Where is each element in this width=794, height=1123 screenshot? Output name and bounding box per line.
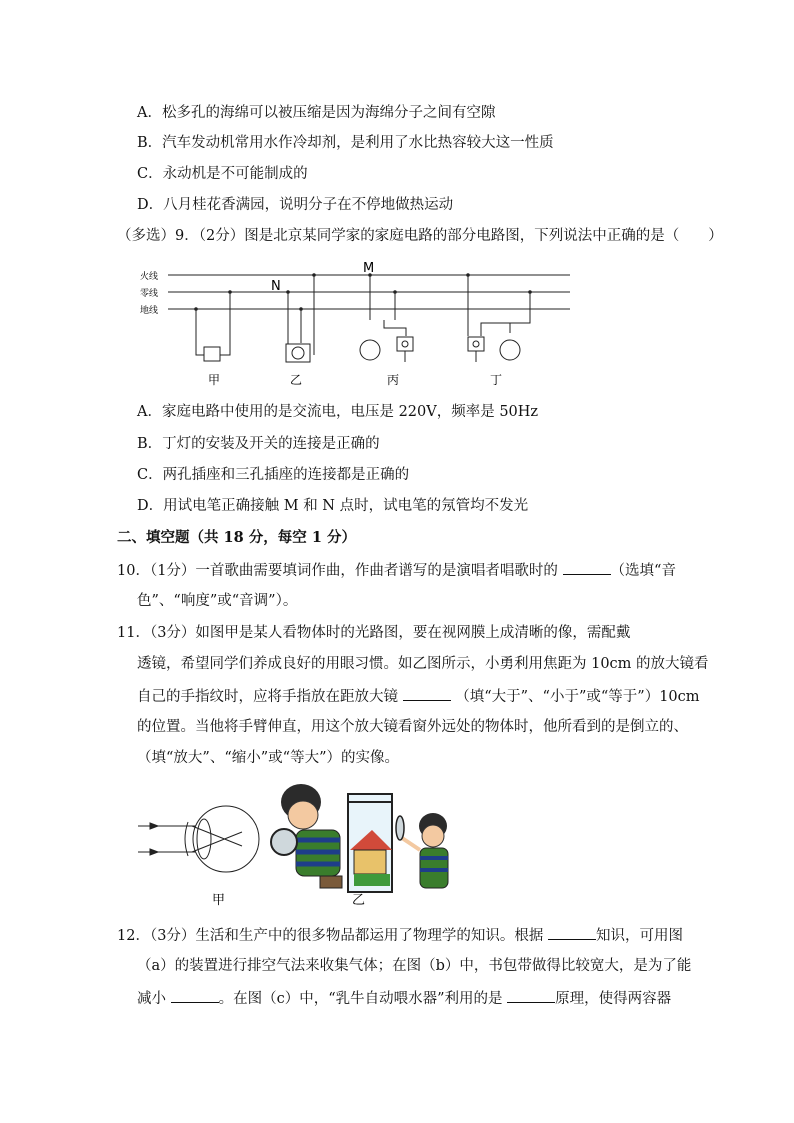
q10-line2: 色”、“响度”或“音调”）。	[137, 593, 298, 609]
q11-line4: 的位置。当他将手臂伸直，用这个放大镜看窗外远处的物体时，他所看到的是倒立的、	[137, 719, 688, 735]
window-scene-illustration	[348, 794, 448, 892]
answer-blank	[548, 925, 596, 940]
lamp-icon	[500, 340, 520, 360]
optics-figure	[136, 780, 466, 910]
point-label-n: N	[271, 279, 281, 294]
point-label-m: M	[363, 261, 375, 276]
q11-line5: （填“放大”、“缩小”或“等大”）的实像。	[137, 750, 399, 766]
device-label-ding: 丁	[490, 373, 503, 387]
q12-line1: 12．（3分）生活和生产中的很多物品都运用了物理学的知识。根据 知识，可用图	[117, 925, 683, 946]
q9-option-d: D．用试电笔正确接触 M 和 N 点时，试电笔的氖管均不发光	[137, 498, 529, 514]
answer-blank	[403, 686, 451, 701]
figure-label-yi: 乙	[352, 893, 366, 908]
switch-icon	[468, 337, 484, 351]
answer-blank	[171, 988, 219, 1003]
wire-label-neutral: 零线	[140, 289, 159, 299]
device-label-yi: 乙	[290, 373, 303, 387]
answer-blank	[507, 988, 555, 1003]
magnifier-icon	[271, 829, 297, 855]
device-label-bing: 丙	[387, 373, 400, 387]
eye-diagram	[138, 806, 259, 872]
q12-line3: 减小 。在图（c）中，“乳牛自动喂水器”利用的是 原理，使得两容器	[137, 988, 671, 1009]
switch-icon	[397, 337, 413, 351]
q9-option-b: B．丁灯的安装及开关的连接是正确的	[137, 436, 380, 452]
lamp-icon	[360, 340, 380, 360]
boy-magnifier-illustration	[271, 784, 342, 888]
q8-option-d: D．八月桂花香满园，说明分子在不停地做热运动	[137, 197, 454, 213]
answer-blank	[563, 560, 611, 575]
two-pin-socket-icon	[204, 347, 220, 361]
circuit-diagram	[138, 258, 578, 388]
device-label-jia: 甲	[208, 373, 221, 387]
q9-stem: （多选）9．（2分）图是北京某同学家的家庭电路的部分电路图，下列说法中正确的是（ ）	[117, 228, 723, 244]
figure-label-jia: 甲	[212, 893, 226, 908]
q9-option-a: A．家庭电路中使用的是交流电，电压是 220V，频率是 50Hz	[137, 404, 539, 420]
q11-line3: 自己的手指纹时，应将手指放在距放大镜 （填“大于”、“小于”或“等于”）10cm	[137, 686, 700, 707]
q11-line2: 透镜，希望同学们养成良好的用眼习惯。如乙图所示，小勇利用焦距为 10cm 的放大镜看	[137, 656, 709, 672]
q12-line2: （a）的装置进行排空气法来收集气体；在图（b）中，书包带做得比较宽大，是为了能	[137, 958, 692, 974]
q8-option-c: C．永动机是不可能制成的	[137, 166, 308, 182]
section-title: 二、填空题（共 18 分，每空 1 分）	[117, 529, 356, 546]
q11-line1: 11．（3分）如图甲是某人看物体时的光路图，要在视网膜上成清晰的像，需配戴	[117, 625, 631, 641]
wire-label-ground: 地线	[140, 306, 159, 316]
q8-option-a: A．松多孔的海绵可以被压缩是因为海绵分子之间有空隙	[137, 105, 496, 121]
wire-label-live: 火线	[140, 272, 159, 282]
q10-line1: 10．（1分）一首歌曲需要填词作曲，作曲者谱写的是演唱者唱歌时的 （选填“音	[117, 560, 676, 581]
q9-option-c: C．两孔插座和三孔插座的连接都是正确的	[137, 467, 410, 483]
q8-option-b: B．汽车发动机常用水作冷却剂，是利用了水比热容较大这一性质	[137, 135, 554, 151]
magnifier-icon	[396, 816, 404, 840]
